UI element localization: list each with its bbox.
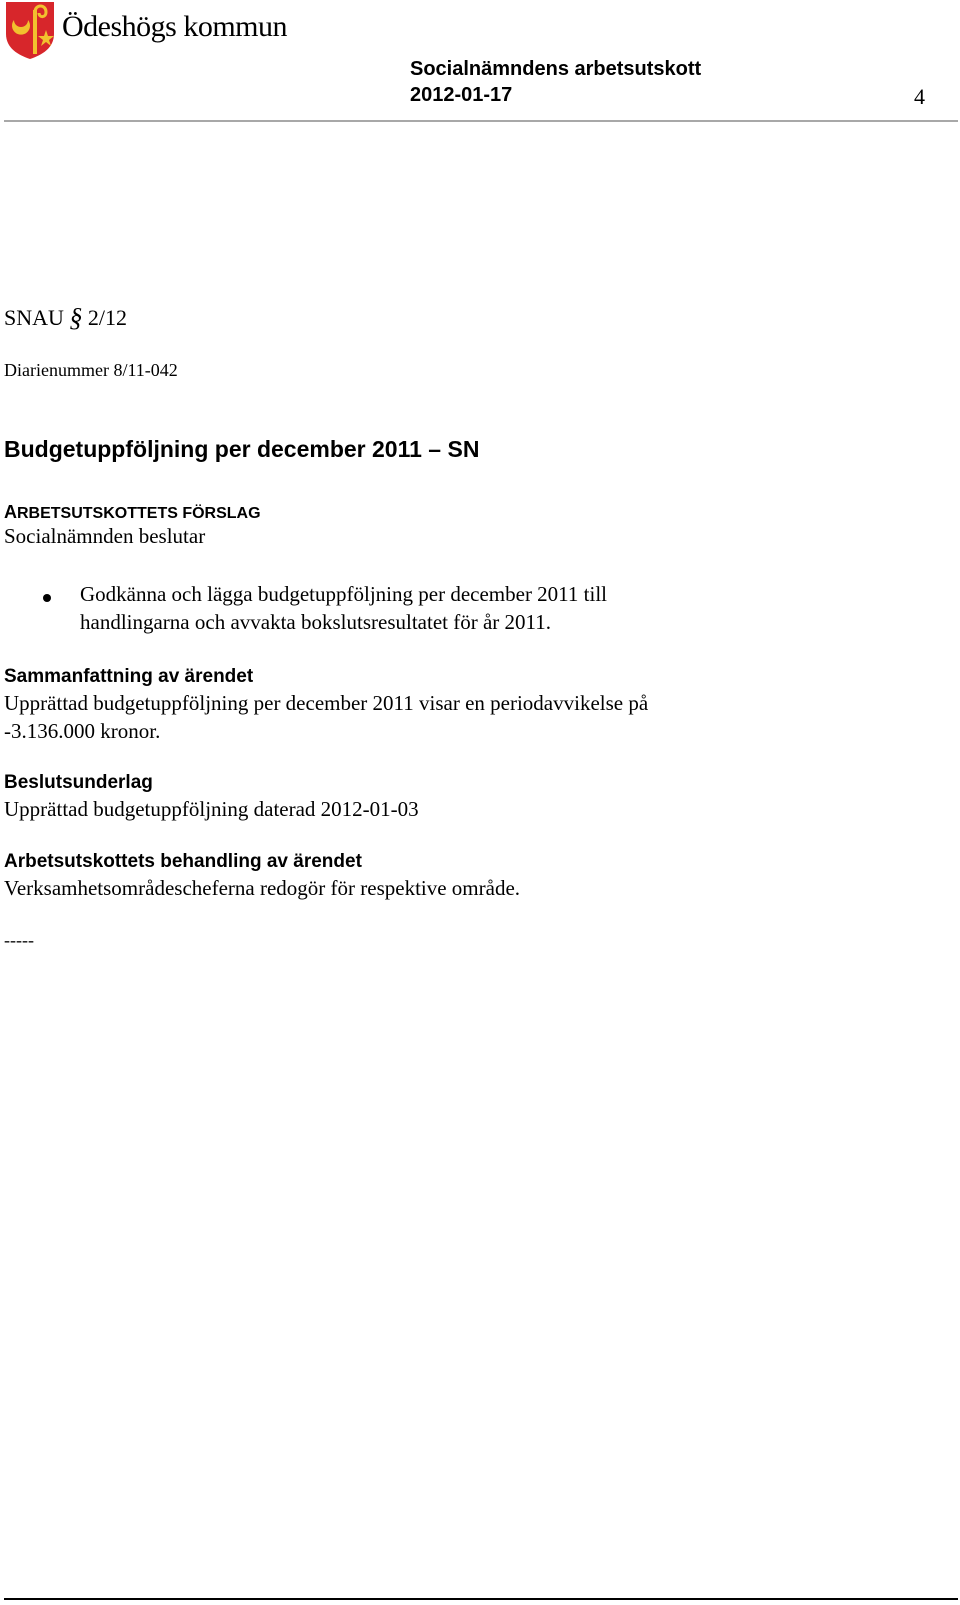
summary-text-line-2: -3.136.000 kronor. — [4, 719, 161, 743]
page-number: 4 — [914, 84, 925, 109]
header-divider — [4, 120, 958, 122]
coat-of-arms-icon — [4, 0, 56, 60]
case-prefix: SNAU — [4, 305, 64, 330]
basis-text: Upprättad budgetuppföljning daterad 2012-01-03 — [4, 797, 419, 821]
decision-intro: Socialnämnden beslutar — [4, 524, 206, 548]
footer-divider — [4, 1598, 958, 1600]
summary-heading: Sammanfattning av ärendet — [4, 666, 254, 687]
handling-text: Verksamhetsområdescheferna redogör för respektive område. — [4, 876, 521, 900]
decision-bullet-line-2: handlingarna och avvakta bokslutsresultatet för år 2011. — [80, 610, 551, 634]
case-number: 2/12 — [87, 305, 128, 330]
section-sign-icon: § — [69, 303, 83, 332]
proposal-heading — [4, 502, 261, 523]
basis-heading: Beslutsunderlag — [4, 772, 153, 793]
bullet-point — [43, 594, 51, 602]
handling-heading: Arbetsutskottets behandling av ärendet — [4, 851, 362, 872]
decision-bullet-line-1: Godkänna och lägga budgetuppföljning per december 2011 till — [80, 582, 607, 606]
municipality-name: Ödeshögs kommun — [62, 10, 287, 43]
separator: ----- — [4, 930, 34, 950]
diarienummer: Diarienummer 8/11-042 — [4, 360, 178, 380]
meeting-date: 2012-01-17 — [410, 84, 513, 106]
committee-name: Socialnämndens arbetsutskott — [410, 58, 702, 80]
proposal-heading-rest: RBETSUTSKOTTETS FÖRSLAG — [17, 505, 261, 522]
proposal-heading-initial: A — [4, 502, 17, 522]
document-title: Budgetuppföljning per december 2011 – SN — [4, 436, 480, 462]
summary-text-line-1: Upprättad budgetuppföljning per december 2011 visar en periodavvikelse på — [4, 691, 649, 715]
case-reference — [4, 302, 127, 332]
